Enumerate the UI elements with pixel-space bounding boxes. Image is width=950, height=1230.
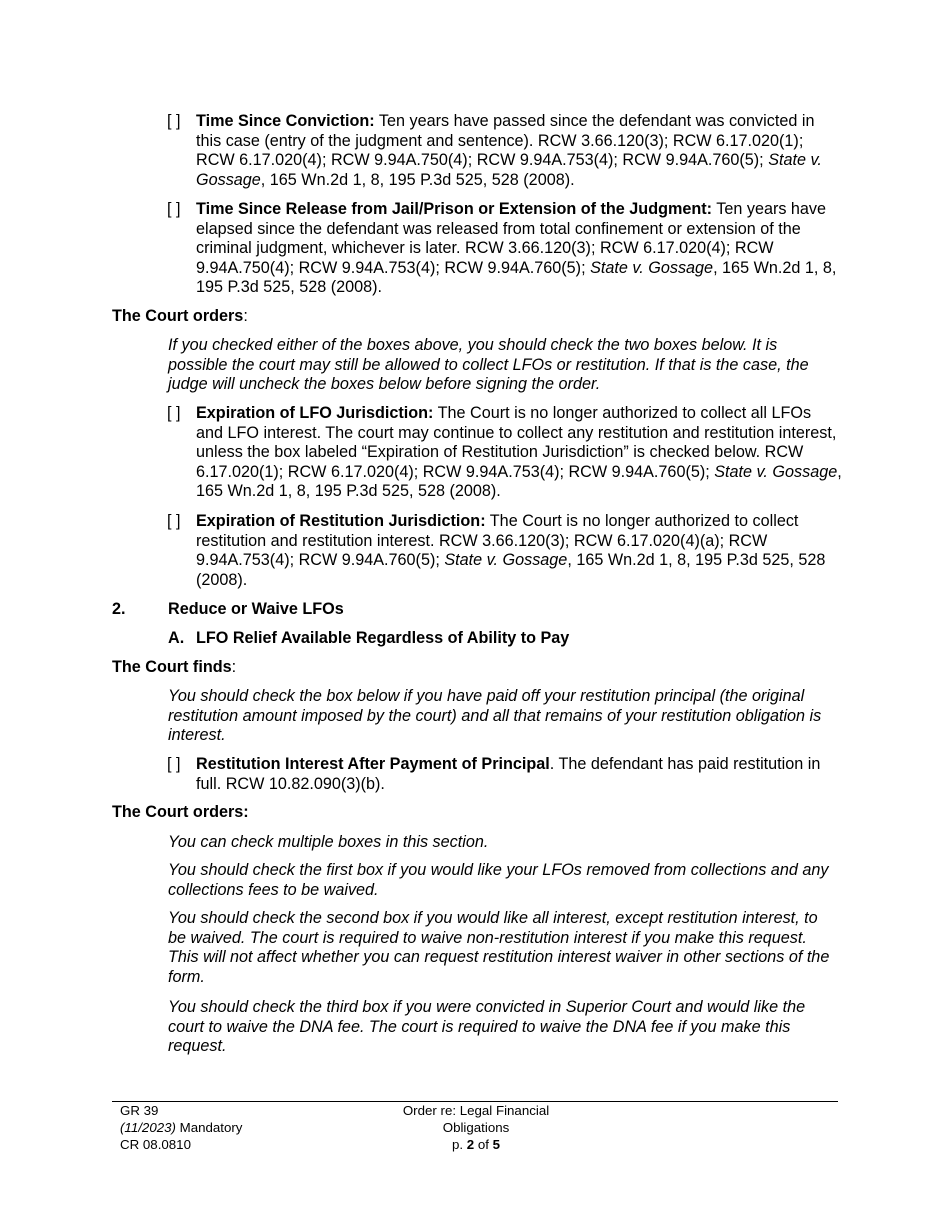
footer-left xyxy=(120,1102,360,1153)
case-name: State v. Gossage xyxy=(590,258,714,277)
case-name: State v. Gossage xyxy=(714,462,838,481)
note-second-box: You should check the second box if you would like all interest, except restitution interest, to be waived. The court is required to waive non-restitution interest if you make this request. This will not affect whether you can request restitution interest waiver in other sections of the form. xyxy=(168,909,830,986)
item-text: Ten years have elapsed since the defendant was released from total confinement or extension of the criminal judgment, whichever is later. RCW 3.66.120(3); RCW 6.17.020(4); RCW 9.94A.750(4); RCW 9.94A.753(4); RCW 9.94A.760(5); xyxy=(196,200,827,277)
item-title: Expiration of Restitution Jurisdiction: xyxy=(196,512,486,530)
case-cite: , 165 Wn.2d 1, 8, 195 P.3d 525, 528 (2008). xyxy=(196,258,837,297)
item-restitution-jurisdiction xyxy=(196,512,842,590)
footer-title-line2: Obligations xyxy=(442,1120,510,1135)
case-name: State v. Gossage xyxy=(196,151,822,189)
item-title: Time Since Release from Jail/Prison or Extension of the Judgment: xyxy=(196,200,713,218)
item-title: Restitution Interest After Payment of Principal xyxy=(196,755,550,773)
note-multiple-boxes: You can check multiple boxes in this section. xyxy=(168,833,489,851)
checkbox-time-since-conviction[interactable]: [ ] xyxy=(167,112,181,130)
item-lfo-jurisdiction xyxy=(196,404,842,502)
item-text: . The defendant has paid restitution in full. RCW 10.82.090(3)(b). xyxy=(196,755,821,793)
footer-form-number: CR 08.0810 xyxy=(120,1137,191,1152)
checkbox-lfo-jurisdiction[interactable]: [ ] xyxy=(167,404,181,422)
item-time-since-release xyxy=(196,200,842,298)
item-text: The Court is no longer authorized to collect all LFOs and LFO interest. The court may continue to collect any restitution and restitution interest, unless the box labeled “Expiration of Restitution Jurisdiction” is checked below. RCW 6.17.020(1); RCW 6.17.020(4); RCW 9.94A.753(4); RCW 9.94A.760(5); xyxy=(196,404,837,481)
checkbox-restitution-jurisdiction[interactable]: [ ] xyxy=(167,512,181,530)
note-first-box: You should check the first box if you would like your LFOs removed from collections and any collections fees to be waived. xyxy=(168,861,829,899)
footer-date-line: (11/2023) Mandatory xyxy=(120,1120,243,1135)
subsection-letter: A. xyxy=(168,629,185,647)
checkbox-interest-after-principal[interactable]: [ ] xyxy=(167,755,181,773)
section-number: 2. xyxy=(112,600,126,618)
court-finds-heading: The Court finds: xyxy=(112,658,237,676)
item-text: Ten years have passed since the defendant was convicted in this case (entry of the judgment and sentence). RCW 3.66.120(3); RCW 6.17.020(1); RCW 6.17.020(4); RCW 9.94A.750(4); RCW 9.94A.753(4); RCW 9.94A.760(5); xyxy=(196,112,815,170)
footer-center xyxy=(376,1102,576,1153)
case-name: State v. Gossage xyxy=(444,551,568,570)
case-cite: , 165 Wn.2d 1, 8, 195 P.3d 525, 528 (2008). xyxy=(260,170,575,189)
footer-page-number: p. 2 of 5 xyxy=(451,1137,501,1152)
footer-title-line1: Order re: Legal Financial xyxy=(402,1103,550,1118)
instruction-note: If you checked either of the boxes above, you should check the two boxes below. It is possible the court may still be allowed to collect LFOs or restitution. If that is the case, the judge will uncheck the boxes below before signing the order. xyxy=(168,336,809,394)
item-time-since-conviction xyxy=(196,112,842,190)
subsection-title: LFO Relief Available Regardless of Ability to Pay xyxy=(196,629,570,647)
court-orders-heading: The Court orders: xyxy=(112,307,248,325)
case-cite: , 165 Wn.2d 1, 8, 195 P.3d 525, 528 (2008). xyxy=(196,551,826,589)
item-title: Expiration of LFO Jurisdiction: xyxy=(196,404,434,422)
finds-instruction-note: You should check the box below if you have paid off your restitution principal (the original restitution amount imposed by the court) and all that remains of your restitution obligation is interest. xyxy=(168,687,822,745)
section-title: Reduce or Waive LFOs xyxy=(168,600,344,618)
item-interest-after-principal xyxy=(196,755,842,794)
item-text: The Court is no longer authorized to collect restitution and restitution interest. RCW 3.66.120(3); RCW 6.17.020(4)(a); RCW 9.94A.753(4); RCW 9.94A.760(5); xyxy=(196,512,799,570)
court-orders-heading-2: The Court orders: xyxy=(112,803,249,821)
case-cite: , 165 Wn.2d 1, 8, 195 P.3d 525, 528 (2008). xyxy=(196,462,842,501)
checkbox-time-since-release[interactable]: [ ] xyxy=(167,200,181,218)
footer-rule: GR 39 xyxy=(120,1103,159,1118)
item-title: Time Since Conviction: xyxy=(196,112,375,130)
note-third-box: You should check the third box if you were convicted in Superior Court and would like the court to waive the DNA fee. The court is required to waive the DNA fee if you make this request. xyxy=(168,998,806,1056)
